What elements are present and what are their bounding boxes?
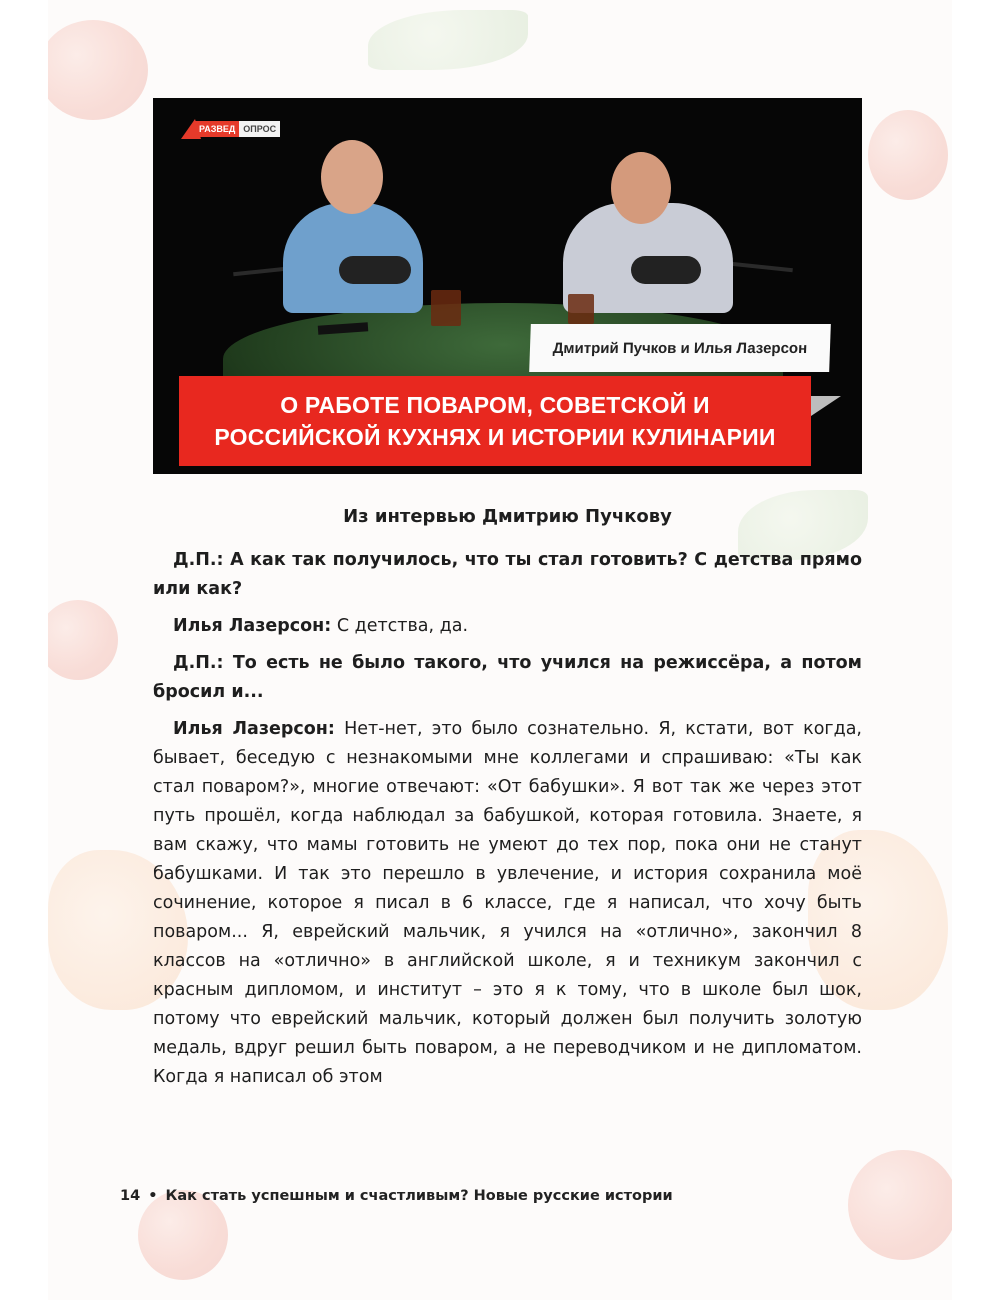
answer-text: Нет-нет, это было сознательно. Я, кстати, вот когда, бывает, беседую с незнакомыми мне коллегами и спрашиваю: «Ты как стал поваром?», многие отвечают: «От бабушки». Я вот так же через этот путь прошёл, когда наблюдал за бабушкой, которая готовила. Знаете, я вам скажу, что мамы готовить не умеют до тех пор, пока они не станут бабушками. И так это перешло в увлечение, и история сохранила моё сочинение, которое я писал в 6 классе, где я написал, что хочу быть поваром... Я, еврейский мальчик, я учился на «отлично», закончил 8 классов на «отлично» в английской школе, я и техникум закончил с красным дипломом, и институт – это я к тому, что в школе был шок, потому что еврейский мальчик, который должен был получить золотую медаль, вдруг решил быть поваром, а не переводчиком и не дипломатом. Когда я написал об этом [153,719,862,1087]
person-right-head [611,152,671,224]
microphone-icon [339,256,411,284]
tomato-decoration [848,1150,952,1260]
speaker-name: Илья Лазерсон: [173,719,335,739]
answer-paragraph [153,715,862,1092]
question-paragraph: Д.П.: То есть не было такого, что учился на режиссёра, а потом бросил и... [153,653,862,702]
tomato-decoration [868,110,948,200]
speaker-name: Илья Лазерсон: [173,616,332,636]
logo-left-text: РАЗВЕД [195,121,239,137]
video-title-line-1: О РАБОТЕ ПОВАРОМ, СОВЕТСКОЙ И [280,392,710,418]
channel-logo [181,120,280,138]
tomato-decoration [48,20,148,120]
page-footer [120,1188,673,1204]
book-title: Как стать успешным и счастливым? Новые русские истории [165,1188,673,1204]
page-number: 14 [120,1188,141,1204]
title-tip-decoration [811,396,841,416]
glass-icon [431,290,461,326]
microphone-icon [631,256,701,284]
footer-separator: • [148,1188,158,1204]
video-title-line-2: РОССИЙСКОЙ КУХНЯХ И ИСТОРИИ КУЛИНАРИИ [214,424,776,450]
question-paragraph: Д.П.: А как так получилось, что ты стал готовить? С детства прямо или как? [153,550,862,599]
person-left-head [321,140,383,214]
answer-text: С детства, да. [331,616,469,636]
answer-paragraph [153,612,862,641]
guest-names-caption: Дмитрий Пучков и Илья Лазерсон [529,324,831,372]
tomato-decoration [48,600,118,680]
section-subheading: Из интервью Дмитрию Пучкову [343,506,672,527]
leaf-decoration [368,10,528,70]
video-thumbnail[interactable] [153,98,862,474]
video-title [179,376,811,466]
glass-icon [568,294,594,324]
logo-right-text: ОПРОС [239,121,280,137]
interview-text [153,546,862,1100]
